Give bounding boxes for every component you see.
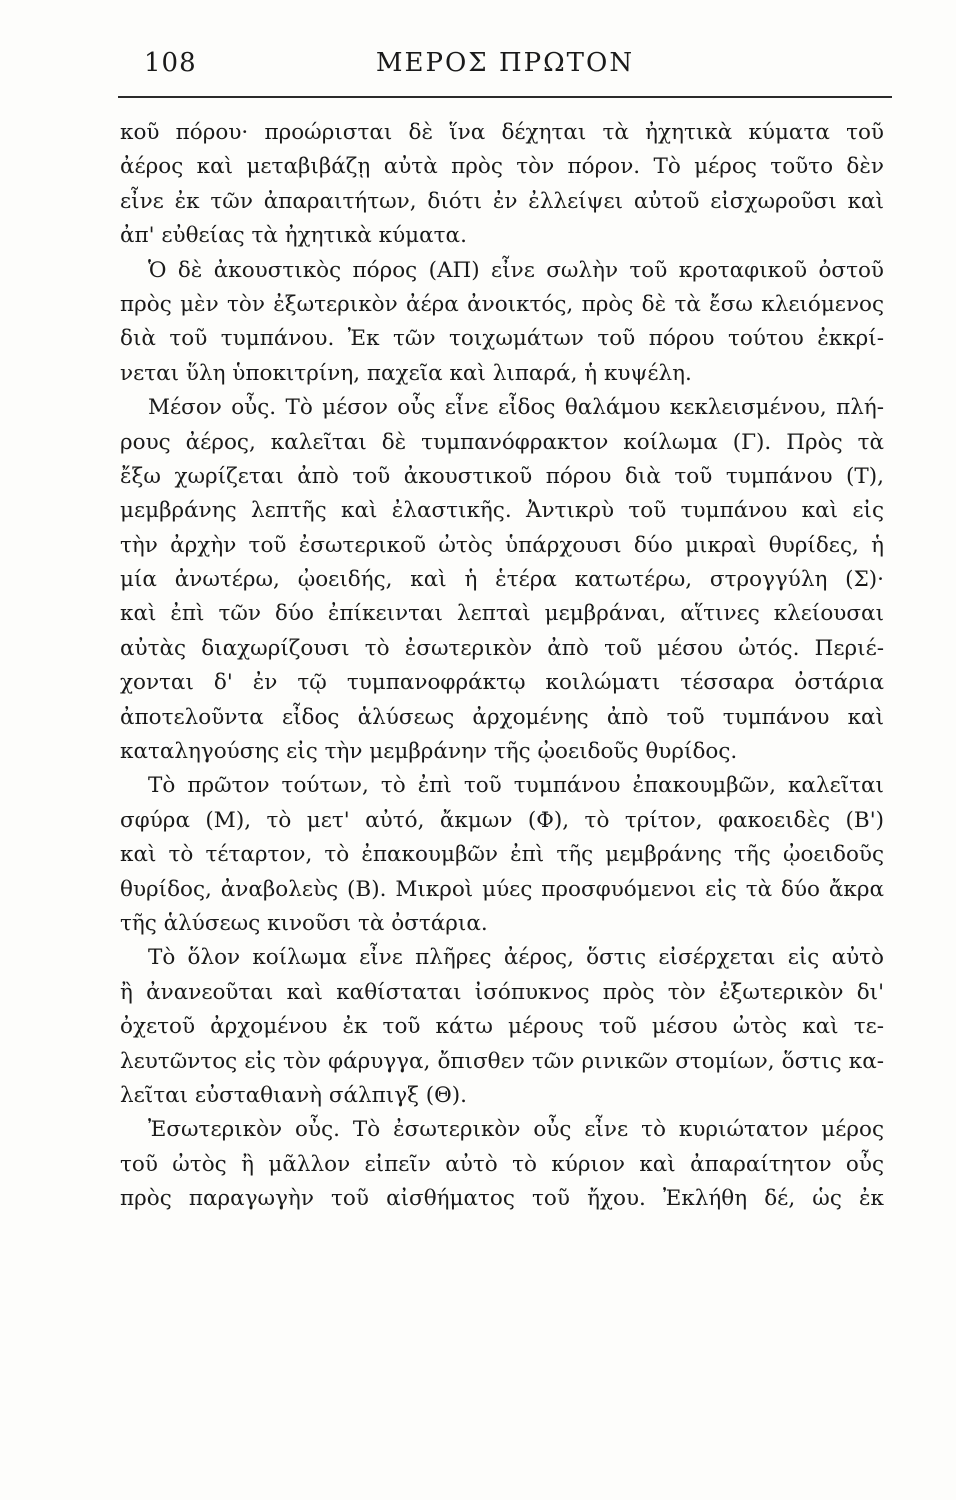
text-line: κοῦ πόρου· προώρισται δὲ ἵνα δέχηται τὰ ἠχητικὰ κύματα τοῦ: [120, 120, 884, 145]
section-heading-line: Ἐσωτερικὸν οὖς. Τὸ ἐσωτερικὸν οὖς εἶνε τὸ κυριώτατον μέρος: [148, 1117, 884, 1143]
text-line: καταληγούσης εἰς τὴν μεμβράνην τῆς ᾠοειδοῦς θυρίδος.: [120, 739, 738, 765]
paragraph-first-line: Τὸ πρῶτον τούτων, τὸ ἐπὶ τοῦ τυμπάνου ἐπακουμβῶν, καλεῖται: [148, 773, 884, 799]
header-rule: [118, 96, 892, 98]
running-head: [118, 44, 892, 90]
text-line: ἢ ἀνανεοῦται καὶ καθίσταται ἰσόπυκνος πρὸς τὸν ἐξωτερικὸν δι': [120, 979, 884, 1005]
text-line: καὶ ἐπὶ τῶν δύο ἐπίκεινται λεπταὶ μεμβράναι, αἵτινες κλείουσαι: [120, 601, 884, 627]
page-number: 108: [144, 48, 197, 78]
text-line: ἔξω χωρίζεται ἀπὸ τοῦ ἀκουστικοῦ πόρου διὰ τοῦ τυμπάνου (Τ),: [120, 463, 884, 489]
text-line: τὴν ἀρχὴν τοῦ ἐσωτερικοῦ ὠτὸς ὑπάρχουσι δύο μικραὶ θυρίδες, ἡ: [120, 532, 884, 558]
text-line: τοῦ ὠτὸς ἢ μᾶλλον εἰπεῖν αὐτὸ τὸ κύριον καὶ ἀπαραίτητον οὖς: [120, 1151, 884, 1177]
text-line: εἶνε ἐκ τῶν ἀπαραιτήτων, διότι ἐν ἐλλείψει αὐτοῦ εἰσχωροῦσι καὶ: [120, 188, 884, 214]
text-line: χονται δ' ἐν τῷ τυμπανοφράκτῳ κοιλώματι τέσσαρα ὀστάρια: [120, 670, 884, 696]
text-line: νεται ὕλη ὑποκιτρίνη, παχεῖα καὶ λιπαρά, ἡ κυψέλη.: [120, 360, 692, 386]
text-line: καὶ τὸ τέταρτον, τὸ ἐπακουμβῶν ἐπὶ τῆς μεμβράνης τῆς ᾠοειδοῦς: [120, 842, 884, 868]
paragraph-first-line: Ὁ δὲ ἀκουστικὸς πόρος (ΑΠ) εἶνε σωλὴν τοῦ κροταφικοῦ ὀστοῦ: [148, 257, 884, 283]
text-line: ἀποτελοῦντα εἶδος ἁλύσεως ἀρχομένης ἀπὸ τοῦ τυμπάνου καὶ: [120, 704, 884, 730]
text-line: ρους ἀέρος, καλεῖται δὲ τυμπανόφρακτον κοίλωμα (Γ). Πρὸς τὰ: [120, 429, 884, 455]
text-body: [120, 116, 884, 1217]
text-line: λεῖται εὐσταθιανὴ σάλπιγξ (Θ).: [120, 1082, 467, 1108]
text-line: ὀχετοῦ ἀρχομένου ἐκ τοῦ κάτω μέρους τοῦ μέσου ὠτὸς καὶ τε-: [120, 1014, 884, 1040]
text-line: ἀέρος καὶ μεταβιβάζῃ αὐτὰ πρὸς τὸν πόρον. Τὸ μέρος τοῦτο δὲν: [120, 154, 884, 180]
text-line: πρὸς μὲν τὸν ἐξωτερικὸν ἀέρα ἀνοικτός, πρὸς δὲ τὰ ἔσω κλειόμενος: [120, 291, 884, 317]
text-line: πρὸς παραγωγὴν τοῦ αἰσθήματος τοῦ ἤχου. Ἐκλήθη δέ, ὡς ἐκ: [120, 1186, 884, 1212]
text-line: θυρίδος, ἀναβολεὺς (Β). Μικροὶ μύες προσφυόμενοι εἰς τὰ δύο ἄκρα: [120, 876, 884, 902]
paragraph-first-line: Τὸ ὅλον κοίλωμα εἶνε πλῆρες ἀέρος, ὅστις εἰσέρχεται εἰς αὐτὸ: [148, 945, 884, 971]
text-line: μεμβράνης λεπτῆς καὶ ἐλαστικῆς. Ἀντικρὺ τοῦ τυμπάνου καὶ εἰς: [120, 498, 884, 524]
text-line: ἀπ' εὐθείας τὰ ἠχητικὰ κύματα.: [120, 223, 467, 249]
text-line: μία ἀνωτέρω, ᾠοειδής, καὶ ἡ ἑτέρα κατωτέρω, στρογγύλη (Σ)·: [120, 567, 884, 593]
running-title: ΜΕΡΟΣ ΠΡΩΤΟΝ: [375, 48, 635, 78]
text-line: τῆς ἁλύσεως κινοῦσι τὰ ὀστάρια.: [120, 910, 488, 936]
text-line: αὐτὰς διαχωρίζουσι τὸ ἐσωτερικὸν ἀπὸ τοῦ μέσου ὠτός. Περιέ-: [120, 635, 884, 661]
text-line: διὰ τοῦ τυμπάνου. Ἐκ τῶν τοιχωμάτων τοῦ πόρου τούτου ἐκκρί-: [120, 326, 884, 352]
text-line: λευτῶντος εἰς τὸν φάρυγγα, ὄπισθεν τῶν ρινικῶν στομίων, ὅστις κα-: [120, 1048, 884, 1074]
text-line: σφύρα (Μ), τὸ μετ' αὐτό, ἄκμων (Φ), τὸ τρίτον, φακοειδὲς (Β'): [120, 807, 884, 833]
section-heading-line: Μέσον οὖς. Τὸ μέσον οὖς εἶνε εἶδος θαλάμου κεκλεισμένου, πλή-: [148, 395, 884, 421]
